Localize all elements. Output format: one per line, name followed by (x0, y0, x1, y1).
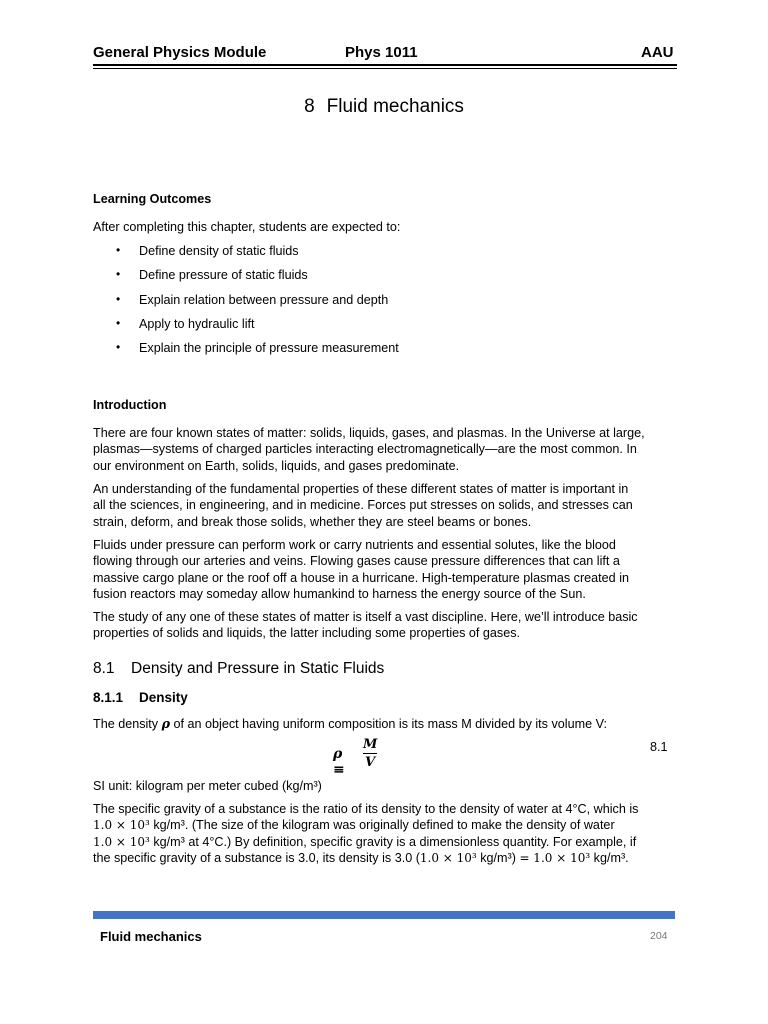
learning-outcomes-heading: Learning Outcomes (93, 192, 212, 206)
text-line: flowing through our arteries and veins. Flowing gases cause pressure differences that can lift a (93, 554, 620, 569)
footer-bar (93, 911, 675, 919)
footer-chapter-name: Fluid mechanics (100, 929, 202, 944)
bullet-icon: • (116, 243, 121, 257)
text-line: properties of solids and liquids, the latter including some properties of gases. (93, 626, 521, 641)
chapter-title-text: Fluid mechanics (326, 96, 464, 117)
math-value: = 1.0 × 10³ (519, 851, 591, 866)
density-symbol: ρ (161, 716, 170, 731)
text-run: the specific gravity of a substance is 3.0, its density is 3.0 ( (93, 851, 420, 866)
text-run: kg/m³. (590, 851, 629, 866)
section-heading (93, 660, 384, 678)
outcome-item: Define density of static fluids (139, 244, 299, 258)
subsection-title: Density (139, 690, 188, 705)
density-intro-before: The density (93, 717, 159, 731)
text-run: kg/m³. (The size of the kilogram was originally defined to make the density of water (149, 818, 615, 833)
text-run: kg/m³) (476, 851, 520, 866)
header-course-code: Phys 1011 (345, 44, 418, 61)
density-intro (93, 716, 677, 732)
text-line (93, 850, 677, 866)
intro-paragraph-4 (93, 609, 677, 642)
text-line: An understanding of the fundamental properties of these different states of matter is important in (93, 482, 629, 496)
header-rule-thin (93, 68, 677, 69)
text-line: all the sciences, in engineering, and in medicine. Forces put stresses on solids, and stresses can (93, 498, 633, 513)
text-line: our environment on Earth, solids, liquids, and gases predominate. (93, 458, 460, 473)
equation-number: 8.1 (650, 740, 668, 754)
equation-fraction (363, 737, 377, 770)
chapter-number: 8 (304, 96, 315, 117)
introduction-heading: Introduction (93, 398, 167, 412)
density-intro-after: of an object having uniform composition is its mass M divided by its volume V: (173, 717, 608, 731)
intro-paragraph-2 (93, 481, 677, 530)
si-unit-line: SI unit: kilogram per meter cubed (kg/m³) (93, 779, 322, 793)
text-line (93, 834, 677, 850)
outcome-item: Explain relation between pressure and depth (139, 293, 389, 307)
text-line: The specific gravity of a substance is the ratio of its density to the density of water at 4°C, which is (93, 802, 639, 816)
specific-gravity-paragraph (93, 801, 677, 867)
outcome-item: Explain the principle of pressure measurement (139, 341, 399, 355)
text-line: The study of any one of these states of matter is itself a vast discipline. Here, we’ll introduce basic (93, 610, 638, 624)
text-line: strain, deform, and break those solids, whether they are steel beams or bones. (93, 514, 532, 529)
subsection-heading (93, 690, 188, 705)
page-number: 204 (650, 930, 668, 942)
text-line: fusion reactors may someday allow humankind to harness the energy source of the Sun. (93, 587, 586, 602)
header-rule-thick (93, 64, 677, 66)
math-value: 1.0 × 10³ (93, 818, 150, 833)
text-run: kg/m³ at 4°C.) By definition, specific gravity is a dimensionless quantity. For example, if (149, 834, 637, 849)
equation-lhs: ρ ≡ (333, 746, 345, 778)
text-line: There are four known states of matter: solids, liquids, gases, and plasmas. In the Universe at large, (93, 426, 645, 440)
outcome-item: Define pressure of static fluids (139, 268, 308, 282)
text-line: plasmas—systems of charged particles interacting electromagnetically—are the most common. In (93, 442, 637, 457)
math-value: 1.0 × 10³ (419, 851, 477, 866)
text-line: Fluids under pressure can perform work or carry nutrients and essential solutes, like the blood (93, 538, 616, 552)
equation-denominator: V (364, 755, 376, 770)
chapter-title (0, 96, 768, 118)
learning-outcomes-intro: After completing this chapter, students are expected to: (93, 220, 401, 234)
bullet-icon: • (116, 267, 121, 281)
subsection-number: 8.1.1 (93, 690, 124, 705)
fraction-bar (363, 753, 377, 754)
header-institution: AAU (641, 44, 674, 61)
intro-paragraph-1 (93, 425, 677, 474)
text-line: massive cargo plane or the roof off a house in a hurricane. High-temperature plasmas created in (93, 570, 629, 585)
header-module-title: General Physics Module (93, 44, 267, 61)
intro-paragraph-3 (93, 537, 677, 603)
text-line (93, 817, 677, 833)
equation-numerator: M (363, 737, 378, 752)
outcome-item: Apply to hydraulic lift (139, 317, 255, 331)
bullet-icon: • (116, 316, 121, 330)
section-title: Density and Pressure in Static Fluids (131, 660, 385, 677)
bullet-icon: • (116, 340, 121, 354)
math-value: 1.0 × 10³ (93, 834, 150, 849)
section-number: 8.1 (93, 660, 115, 677)
bullet-icon: • (116, 292, 121, 306)
